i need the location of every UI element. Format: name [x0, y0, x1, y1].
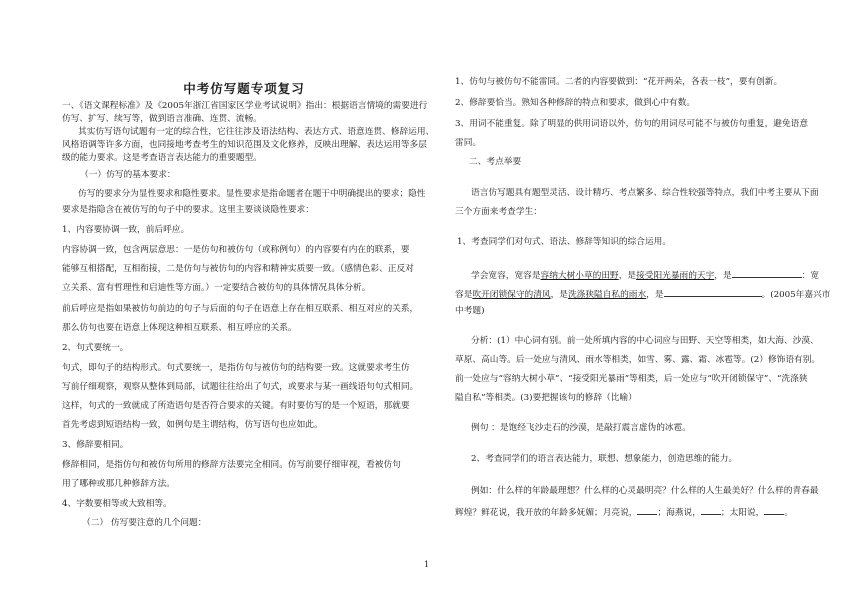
intro-line: 一、《语文课程标准》及《2005年浙江省国家区学业考试说明》指出：根据语言情境的需要进行 [62, 101, 428, 111]
list-item-heading: 1、内容要协调一致，前后呼应。 [62, 225, 190, 235]
page-number: 1 [424, 560, 430, 569]
analysis-line: 隘自私”等相类。(3)要把握该句的修辞（比喻） [455, 393, 637, 403]
list-item-heading: 3、修辞要相同。 [62, 440, 129, 450]
example-text: ，是 [714, 271, 732, 281]
paragraph-line: 句式，即句子的结构形式。句式要统一，是指仿句与被仿句的结构要一致。这就要求考生仿 [62, 363, 410, 373]
answer-blank[interactable] [664, 287, 762, 297]
paragraph-line: 三个方面来考查学生： [455, 207, 542, 217]
paragraph-line: 雷同。 [455, 138, 482, 148]
example-text: ，是 [550, 290, 568, 300]
example-line [471, 268, 819, 282]
intro-line: 其实仿写语句试题有一定的综合性，它往往涉及语法结构、表达方式、语意连贯、修辞运用、 [78, 127, 435, 137]
underlined-phrase: 洗涤狭隘自私的雨水 [567, 290, 647, 300]
section-heading: （一）仿写的基本要求： [80, 170, 176, 180]
answer-blank[interactable] [764, 505, 784, 515]
paragraph-line: 那么仿句也要在语意上体现这种相互联系、相互呼应的关系。 [62, 323, 297, 333]
list-item-heading: 1、考查同学们对句式、语法、修辞等知识的综合运用。 [457, 237, 672, 247]
paragraph-line: 仿写的要求分为显性要求和隐性要求。显性要求是指命题者在题干中明确提出的要求；隐性 [78, 189, 426, 199]
analysis-line: 分析：(1）中心词有别。前一处所填内容的中心词应与田野、天空等相类，如大海、沙漠、 [471, 336, 819, 346]
analysis-line: 前一处应与“容纳大树小草”、“接受阳光暴雨”等相类，后一处应与“吹开闭锁保守”、“洗涤狭 [455, 374, 808, 384]
intro-line: 风格语调等许多方面，也同接地考查考生的知识范围及文化修养，反映出理解、表达运用等多层 [62, 140, 427, 150]
paragraph-line: 用了哪种或那几种修辞方法。 [62, 479, 175, 489]
paragraph-line: 内容协调一致，包含两层意思：一是仿句和被仿句（或称例句）的内容要有内在的联系，要 [62, 245, 410, 255]
intro-line: 仿写、扩写、续写等，做到语言准确、连贯、流畅。 [62, 114, 262, 124]
paragraph-line: 写前仔细观察，观察从整体到局部，试题往往给出了句式，或要求与某一画线语句句式相同。 [62, 382, 419, 392]
paragraph-line: 修辞相同，是指仿句和被仿句所用的修辞方法要完全相同。仿写前要仔细审视，看被仿句 [62, 460, 401, 470]
answer-blank[interactable] [732, 268, 802, 278]
example-text: ，是 [618, 271, 637, 281]
example-text: 辉煌？鲜花说，我开放的年龄多妩媚；月亮说， [455, 508, 638, 518]
section-heading: 二、考点举要 [469, 157, 522, 167]
example-text: ；太阳说， [720, 508, 765, 518]
example-text: 。(2005年嘉兴市 [761, 290, 831, 300]
answer-blank[interactable] [637, 505, 657, 515]
list-item-heading: 2、考查同学们的语言表达能力，联想、想象能力，创造思维的能力。 [471, 454, 738, 464]
underlined-phrase: 容纳大树小草的田野 [540, 271, 619, 281]
example-text: 。 [784, 508, 793, 518]
paragraph-line: 3、用词不能重复。除了明显的供用词语以外，仿句的用词尽可能不与被仿句重复，避免语意 [455, 119, 809, 129]
list-item-heading: 4、字数要相等或大致相等。 [62, 499, 172, 509]
example-sentence: 例句 ：是饱经飞沙走石的沙漠，是敲打震言虚伪的冰雹。 [471, 423, 691, 433]
paragraph-line: 首先考虑到短语结构一致，如例句是主谓结构，仿写语句也应如此。 [62, 420, 323, 430]
paragraph-line: 要求是指隐含在被仿写的句子中的要求。这里主要谈谈隐性要求： [62, 205, 314, 215]
section-heading: （二） 仿写要注意的几个问题： [82, 518, 207, 528]
example-line: 中考题) [455, 306, 485, 316]
paragraph-line: 1、仿句与被仿句不能雷同。二者的内容要做到：“花开两朵，各表一枝”，要有创新。 [455, 77, 783, 87]
example-text: 容是 [455, 290, 473, 300]
example-text: 学会宽容，宽容是 [471, 271, 541, 281]
example-line [455, 505, 793, 519]
paragraph-line: 能够互相搭配，互相衔接，二是仿句与被仿句的内容和精神实质要一致。（感情色彩、正反对 [62, 264, 414, 274]
list-item-heading: 2、句式要统一。 [62, 343, 129, 353]
paragraph-line: 语言仿写题具有题型灵活、设计精巧、考点繁多、综合性较强等特点，我们中考主要从下面 [471, 188, 819, 198]
answer-blank[interactable] [701, 505, 721, 515]
analysis-line: 草原、高山等。后一处应与清风、雨水等相类，如雪、雾、露、霜、冰雹等。(2）修饰语有别。 [455, 355, 821, 365]
underlined-phrase: 吹开闭锁保守的清风 [472, 290, 551, 300]
paragraph-line: 立关系、富有哲理性和启迪性等方面。）一定要结合被仿句的具体情况具体分析。 [62, 283, 371, 293]
page-title: 中考仿写题专项复习 [183, 81, 305, 96]
paragraph-line: 例如：什么样的年龄最理想？什么样的心灵最明亮？什么样的人生最美好？什么样的青春最 [471, 486, 819, 496]
example-text: ；海燕说， [657, 508, 701, 518]
example-text: ：宽 [801, 271, 819, 281]
underlined-phrase: 接受阳光暴雨的天宇 [636, 271, 715, 281]
intro-line: 级的能力要求。这是考查语言表达能力的重要题型。 [62, 153, 262, 163]
paragraph-line: 这样，句式的一致就成了所造语句是否符合要求的关键。有时要仿写的是一个短语，那就要 [62, 401, 410, 411]
paragraph-line: 前后呼应是指如果被仿句前边的句子与后面的句子在语意上存在相互联系、相互对应的关系， [62, 304, 419, 314]
example-line [455, 287, 830, 301]
example-text: ，是 [646, 290, 664, 300]
paragraph-line: 2、修辞要恰当。熟知各种修辞的特点和要求，做到心中有数。 [455, 98, 696, 108]
